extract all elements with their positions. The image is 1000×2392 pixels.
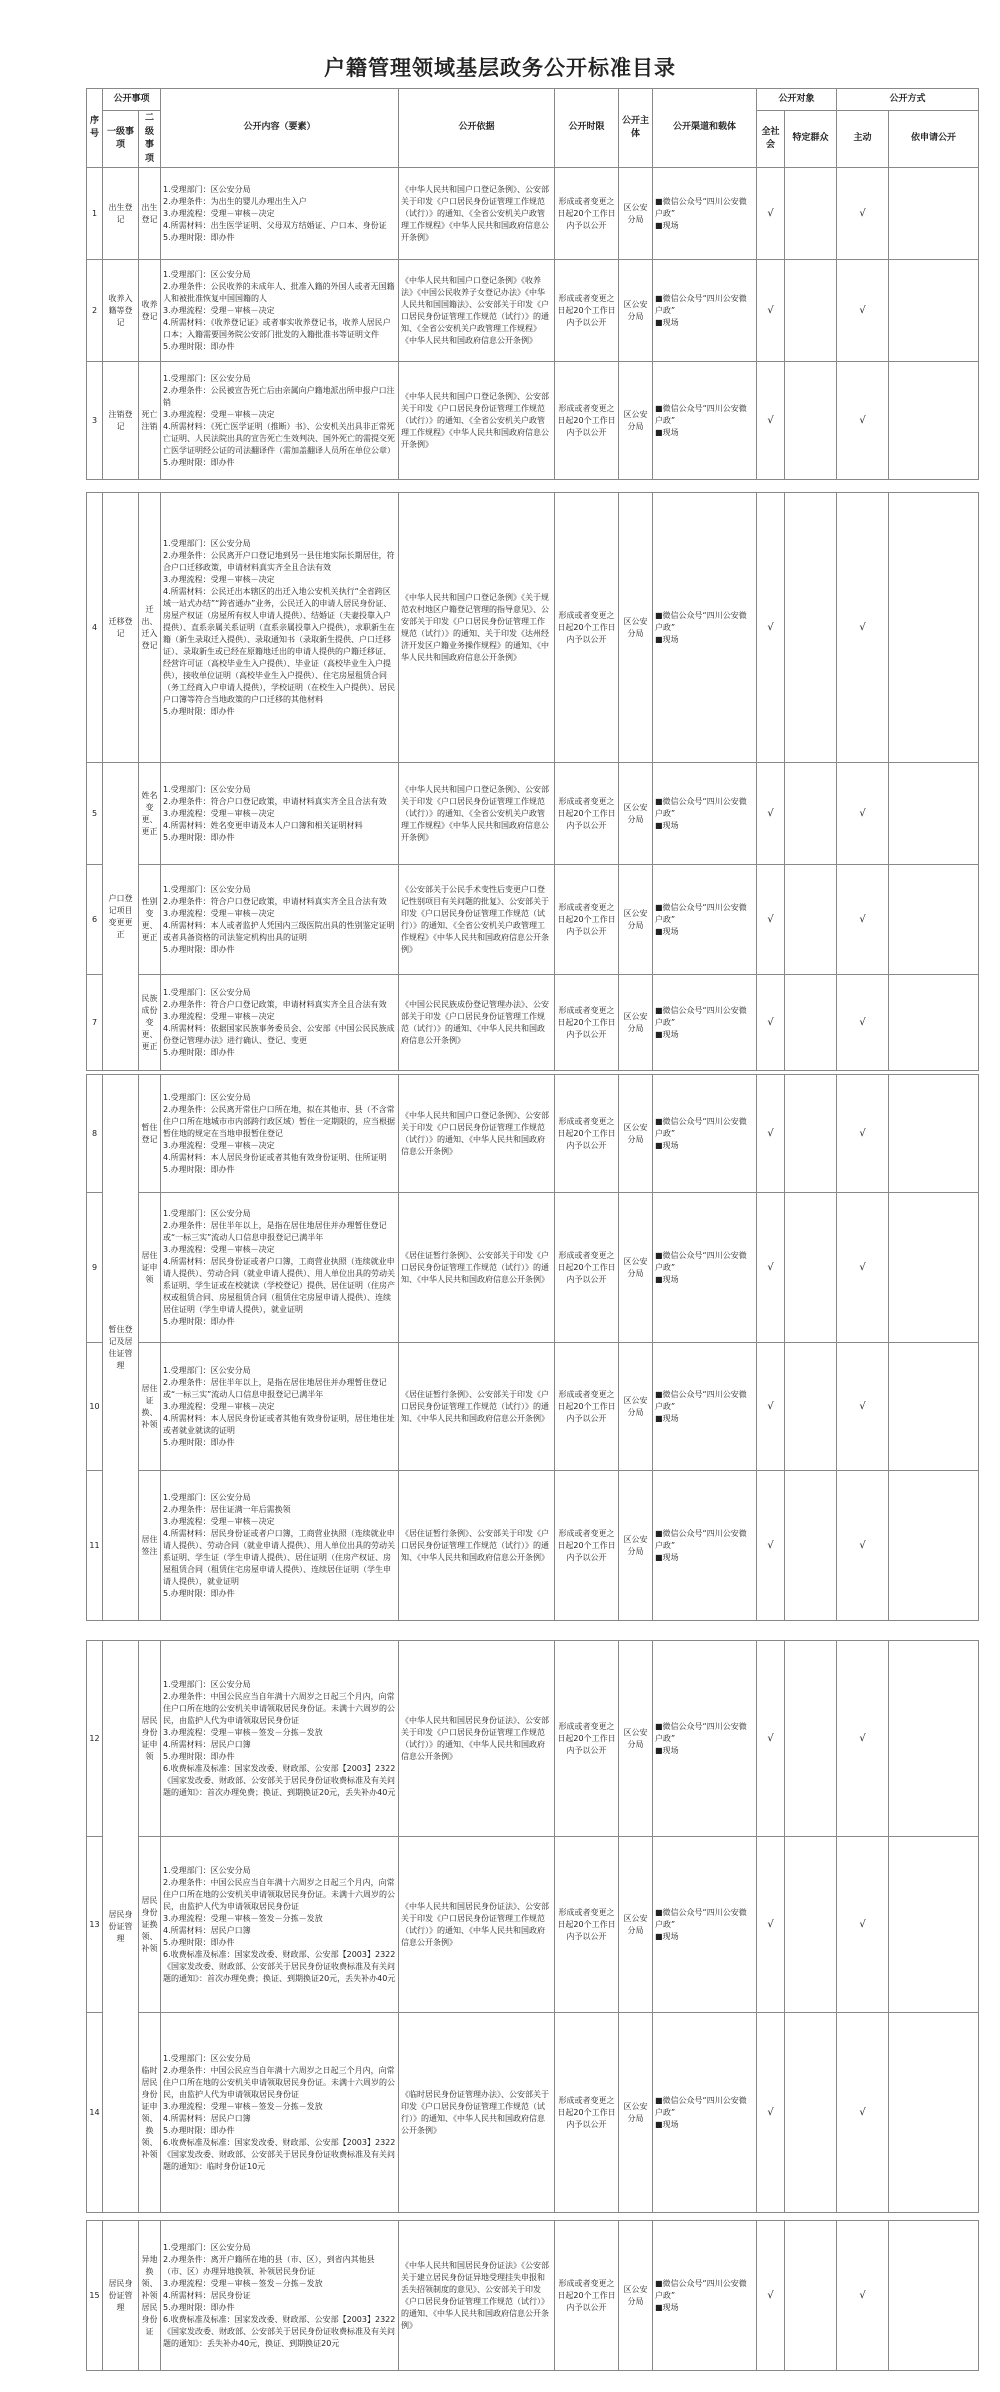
specific-check [785,260,837,362]
level2-item: 收养登记 [139,260,161,362]
level2-item: 居民身份证申领 [139,1641,161,1837]
level2-item: 暂住登记 [139,1075,161,1193]
all-society-check: √ [757,1343,785,1471]
active-check: √ [837,1641,889,1837]
on-request-check [889,763,979,865]
all-society-check: √ [757,2221,785,2371]
channel-cell: ■微信公众号“四川公安微户政” ■现场 [653,362,757,480]
time-cell: 形成或者变更之日起20个工作日内予以公开 [555,1641,619,1837]
header-items: 公开事项 [103,89,161,111]
level2-item: 姓名变更、更正 [139,763,161,865]
catalog-table [86,88,979,480]
table-row [87,1641,979,1837]
subject-cell: 区公安分局 [619,2013,653,2213]
specific-check [785,1343,837,1471]
active-check: √ [837,1193,889,1343]
content-cell: 1.受理部门：区公安分局 2.办理条件：中国公民应当自年满十六周岁之日起三个月内，向常住户口所在地的公安机关申请领取居民身份证。未满十六周岁的公民，由监护人代为申请领取居民身份证 3.办理流程：受理－审核－签发－分拣－发放 4.所需材料：居民户口簿 5.办理时限：即办件 6.收费标准及标准：国家发改委、财政部、公安部【2003】2322《国家发改委、财政部、公安部关于居民身份证收费标准及有关问题的通知》：首次办理免费；换证、到期换证20元，丢失补办40元 [161,1837,399,2013]
content-cell: 1.受理部门：区公安分局 2.办理条件：中国公民应当自年满十六周岁之日起三个月内，向常住户口所在地的公安机关申请领取居民身份证。未满十六周岁的公民，由监护人代为申请领取居民身份证 3.办理流程：受理－审核－签发－分拣－发放 4.所需材料：居民户口簿 5.办理时限：即办件 6.收费标准及标准：国家发改委、财政部、公安部【2003】2322《国家发改委、财政部、公安部关于居民身份证收费标准及有关问题的通知》：首次办理免费；换证、到期换证20元，丢失补办40元 [161,1641,399,1837]
level2-item: 性别变更、更正 [139,865,161,975]
table-row [87,493,979,763]
channel-cell: ■微信公众号“四川公安微户政” ■现场 [653,260,757,362]
specific-check [785,2221,837,2371]
subject-cell: 区公安分局 [619,763,653,865]
channel-cell: ■微信公众号“四川公安微户政” ■现场 [653,1343,757,1471]
page-title: 户籍管理领域基层政务公开标准目录 [324,55,676,80]
basis-cell: 《临时居民身份证管理办法》、公安部关于印发《户口居民身份证管理工作规范（试行）》的通知、《中华人民共和国政府信息公开条例》 [399,2013,555,2213]
all-society-check: √ [757,1837,785,2013]
basis-cell: 《居住证暂行条例》、公安部关于印发《户口居民身份证管理工作规范（试行）》的通知、《中华人民共和国政府信息公开条例》 [399,1193,555,1343]
level2-item: 居住签注 [139,1471,161,1621]
active-check: √ [837,2013,889,2213]
subject-cell: 区公安分局 [619,1343,653,1471]
on-request-check [889,1837,979,2013]
active-check: √ [837,362,889,480]
subject-cell: 区公安分局 [619,865,653,975]
on-request-check [889,1471,979,1621]
content-cell: 1.受理部门：区公安分局 2.办理条件：公民收养的未成年人、批准入籍的外国人或者无国籍人和被批准恢复中国国籍的人 3.办理流程：受理－审核－决定 4.所需材料：《收养登记证》或者事实收养登记书，收养人居民户口本；入籍需要国务院公安部门批发的入籍批准书等证明文件 5.办理时限：即办件 [161,260,399,362]
all-society-check: √ [757,975,785,1071]
row-number: 1 [87,168,103,260]
basis-cell: 《中国公民民族成份登记管理办法》、公安部关于印发《户口居民身份证管理工作规范（试行）》的通知、《中华人民共和国政府信息公开条例》 [399,975,555,1071]
time-cell: 形成或者变更之日起20个工作日内予以公开 [555,1193,619,1343]
level1-item: 迁移登记 [103,493,139,763]
basis-cell: 《中华人民共和国居民身份证法》、公安部关于印发《户口居民身份证管理工作规范（试行）》的通知、《中华人民共和国政府信息公开条例》 [399,1837,555,2013]
header-on-request: 依申请公开 [889,111,979,168]
all-society-check: √ [757,865,785,975]
row-number: 9 [87,1193,103,1343]
subject-cell: 区公安分局 [619,1837,653,2013]
content-cell: 1.受理部门：区公安分局 2.办理条件：中国公民应当自年满十六周岁之日起三个月内，向常住户口所在地的公安机关申请领取居民身份证。未满十六周岁的公民，由监护人代为申请领取居民身份证 3.办理流程：受理－审核－签发－分拣－发放 4.所需材料：居民户口簿 5.办理时限：即办件 6.收费标准及标准：国家发改委、财政部、公安部【2003】2322《国家发改委、财政部、公安部关于居民身份证收费标准及有关问题的通知》：临时身份证10元 [161,2013,399,2213]
table-row [87,2013,979,2213]
table-row [87,975,979,1071]
channel-cell: ■微信公众号“四川公安微户政” ■现场 [653,1193,757,1343]
content-cell: 1.受理部门：区公安分局 2.办理条件：公民离开户口登记地到另一县住地实际长期居住，符合户口迁移政策，申请材料真实齐全且合法有效 3.办理流程：受理－审核－决定 4.所需材料：公民迁出本辖区的出迁入地公安机关执行“全省跨区域一站式办结”“跨省通办”业务，公民迁入的申请人居民身份证、房屋产权证（房屋所有权人申请人提供）、结婚证（夫妻投靠入户提供）、直系亲属关系证明（直系亲属投靠入户提供），求职新生在籍（新生录取迁入提供）、录取通知书（录取新生提供、户口迁移证）、录取新生或已经在原籍地迁出的申请人提供的户籍迁移证、经营许可证（高校毕业生入户提供）、毕业证（高校毕业生入户提供），接收单位证明（高校毕业生入户提供）、住宅房屋租赁合同（务工经商入户申请人提供），学校证明（在校生入户提供）、居民户口簿等符合当地政策的户口迁移的其他材料 5.办理时限：即办件 [161,493,399,763]
channel-cell: ■微信公众号“四川公安微户政” ■现场 [653,865,757,975]
channel-cell: ■微信公众号“四川公安微户政” ■现场 [653,2221,757,2371]
level2-item: 居住证申领 [139,1193,161,1343]
specific-check [785,362,837,480]
level1-item: 收养入籍等登记 [103,260,139,362]
all-society-check: √ [757,2013,785,2213]
table-row [87,763,979,865]
header-level1: 一级事项 [103,111,139,168]
content-cell: 1.受理部门：区公安分局 2.办理条件：符合户口登记政策，申请材料真实齐全且合法有效 3.办理流程：受理－审核－决定 4.所需材料：依据国家民族事务委员会、公安部《中国公民民族成份登记管理办法》进行确认、登记、变更 5.办理时限：即办件 [161,975,399,1071]
subject-cell: 区公安分局 [619,1641,653,1837]
time-cell: 形成或者变更之日起20个工作日内予以公开 [555,493,619,763]
row-number: 3 [87,362,103,480]
row-number: 7 [87,975,103,1071]
specific-check [785,975,837,1071]
subject-cell: 区公安分局 [619,1075,653,1193]
basis-cell: 《居住证暂行条例》、公安部关于印发《户口居民身份证管理工作规范（试行）》的通知、《中华人民共和国政府信息公开条例》 [399,1471,555,1621]
specific-check [785,168,837,260]
channel-cell: ■微信公众号“四川公安微户政” ■现场 [653,2013,757,2213]
content-cell: 1.受理部门：区公安分局 2.办理条件：公民离开常住户口所在地，拟在其他市、县（不含常住户口所在地城市市内部跨行政区域）暂住一定期限的，应当根据暂住地的规定在当地申报暂住登记 3.办理流程：受理－审核－决定 4.所需材料：本人居民身份证或者其他有效身份证明、住所证明 5.办理时限：即办件 [161,1075,399,1193]
basis-cell: 《中华人民共和国户口登记条例》、公安部关于印发《户口居民身份证管理工作规范（试行）》的通知、《全省公安机关户政管理工作规程》《中华人民共和国政府信息公开条例》 [399,362,555,480]
on-request-check [889,1193,979,1343]
subject-cell: 区公安分局 [619,1193,653,1343]
content-cell: 1.受理部门：区公安分局 2.办理条件：为出生的婴儿办理出生入户 3.办理流程：受理－审核－决定 4.所需材料：出生医学证明、父母双方结婚证、户口本、身份证 5.办理时限：即办件 [161,168,399,260]
header-active: 主动 [837,111,889,168]
on-request-check [889,362,979,480]
on-request-check [889,865,979,975]
level1-item: 出生登记 [103,168,139,260]
catalog-table [86,492,979,1071]
table-row [87,1837,979,2013]
channel-cell: ■微信公众号“四川公安微户政” ■现场 [653,975,757,1071]
header-target: 公开对象 [757,89,837,111]
content-cell: 1.受理部门：区公安分局 2.办理条件：符合户口登记政策，申请材料真实齐全且合法有效 3.办理流程：受理－审核－决定 4.所需材料：姓名变更申请及本人户口簿和相关证明材料 5.办理时限：即办件 [161,763,399,865]
basis-cell: 《居住证暂行条例》、公安部关于印发《户口居民身份证管理工作规范（试行）》的通知、《中华人民共和国政府信息公开条例》 [399,1343,555,1471]
time-cell: 形成或者变更之日起20个工作日内予以公开 [555,1471,619,1621]
active-check: √ [837,1471,889,1621]
row-number: 11 [87,1471,103,1621]
all-society-check: √ [757,1075,785,1193]
content-cell: 1.受理部门：区公安分局 2.办理条件：公民被宣告死亡后由亲属向户籍地派出所申报户口注销 3.办理流程：受理－审核－决定 4.所需材料：《死亡医学证明（推断）书》、公安机关出具非正常死亡证明、人民法院出具的宣告死亡生效判决、国外死亡的需提交死亡医学证明经公证的司法翻译件（需加盖翻译人员所在单位公章） 5.办理时限：即办件 [161,362,399,480]
time-cell: 形成或者变更之日起20个工作日内予以公开 [555,2221,619,2371]
level1-item: 暂住登记及居住证管理 [103,1075,139,1621]
time-cell: 形成或者变更之日起20个工作日内予以公开 [555,1075,619,1193]
on-request-check [889,493,979,763]
time-cell: 形成或者变更之日起20个工作日内予以公开 [555,2013,619,2213]
header-level2: 二级事项 [139,111,161,168]
table-row [87,168,979,260]
channel-cell: ■微信公众号“四川公安微户政” ■现场 [653,1837,757,2013]
table-row [87,865,979,975]
header-all-society: 全社会 [757,111,785,168]
channel-cell: ■微信公众号“四川公安微户政” ■现场 [653,1471,757,1621]
on-request-check [889,1641,979,1837]
time-cell: 形成或者变更之日起20个工作日内予以公开 [555,865,619,975]
channel-cell: ■微信公众号“四川公安微户政” ■现场 [653,1641,757,1837]
all-society-check: √ [757,763,785,865]
specific-check [785,1641,837,1837]
header-seq: 序号 [87,89,103,168]
subject-cell: 区公安分局 [619,362,653,480]
active-check: √ [837,865,889,975]
header-mode: 公开方式 [837,89,979,111]
content-cell: 1.受理部门：区公安分局 2.办理条件：离开户籍所在地的县（市、区），到省内其他县（市、区）办理异地换领、补领居民身份证 3.办理流程：受理－审核－签发－分拣－发放 4.所需材料：居民身份证 5.办理时限：即办件 6.收费标准及标准：国家发改委、财政部、公安部【2003】2322《国家发改委、财政部、公安部关于居民身份证收费标准及有关问题的通知》：丢失补办40元，换证、到期换证20元 [161,2221,399,2371]
table-row [87,1343,979,1471]
header-channel: 公开渠道和载体 [653,89,757,168]
row-number: 15 [87,2221,103,2371]
all-society-check: √ [757,1471,785,1621]
subject-cell: 区公安分局 [619,168,653,260]
header-basis: 公开依据 [399,89,555,168]
time-cell: 形成或者变更之日起20个工作日内予以公开 [555,260,619,362]
table-row [87,260,979,362]
time-cell: 形成或者变更之日起20个工作日内予以公开 [555,168,619,260]
time-cell: 形成或者变更之日起20个工作日内予以公开 [555,1837,619,2013]
level2-item: 迁出、迁入登记 [139,493,161,763]
row-number: 4 [87,493,103,763]
subject-cell: 区公安分局 [619,260,653,362]
basis-cell: 《中华人民共和国居民身份证法》、公安部关于印发《户口居民身份证管理工作规范（试行）》的通知、《中华人民共和国政府信息公开条例》 [399,1641,555,1837]
active-check: √ [837,1837,889,2013]
specific-check [785,763,837,865]
basis-cell: 《中华人民共和国户口登记条例》、公安部关于印发《户口居民身份证管理工作规范（试行）》的通知、《全省公安机关户政管理工作规程》《中华人民共和国政府信息公开条例》 [399,168,555,260]
all-society-check: √ [757,168,785,260]
all-society-check: √ [757,260,785,362]
time-cell: 形成或者变更之日起20个工作日内予以公开 [555,763,619,865]
level2-item: 居住证换、补领 [139,1343,161,1471]
on-request-check [889,1343,979,1471]
specific-check [785,493,837,763]
table-row [87,2221,979,2371]
content-cell: 1.受理部门：区公安分局 2.办理条件：符合户口登记政策，申请材料真实齐全且合法有效 3.办理流程：受理－审核－决定 4.所需材料：本人或者监护人凭国内三级医院出具的性别鉴定证明或者具备资格的司法鉴定机构出具的证明 5.办理时限：即办件 [161,865,399,975]
channel-cell: ■微信公众号“四川公安微户政” ■现场 [653,493,757,763]
level1-item: 居民身份证管理 [103,2221,139,2371]
basis-cell: 《中华人民共和国户口登记条例》《收养法》《中国公民收养子女登记办法》《中华人民共和国国籍法》、公安部关于印发《户口居民身份证管理工作规范（试行）》的通知、《全省公安机关户政管理工作规程》《中华人民共和国政府信息公开条例》 [399,260,555,362]
header-specific: 特定群众 [785,111,837,168]
header-content: 公开内容（要素） [161,89,399,168]
specific-check [785,1193,837,1343]
level1-item: 户口登记项目变更更正 [103,763,139,1071]
subject-cell: 区公安分局 [619,975,653,1071]
subject-cell: 区公安分局 [619,493,653,763]
active-check: √ [837,260,889,362]
time-cell: 形成或者变更之日起20个工作日内予以公开 [555,362,619,480]
row-number: 8 [87,1075,103,1193]
specific-check [785,1471,837,1621]
basis-cell: 《中华人民共和国居民身份证法》《公安部关于建立居民身份证异地受理挂失申报和丢失招领制度的意见》、公安部关于印发《户口居民身份证管理工作规范（试行）》的通知、《中华人民共和国政府信息公开条例》 [399,2221,555,2371]
specific-check [785,1075,837,1193]
active-check: √ [837,1075,889,1193]
content-cell: 1.受理部门：区公安分局 2.办理条件：居住证满一年后需换领 3.办理流程：受理－审核－决定 4.所需材料：居民身份证或者户口簿，工商营业执照（连续就业申请人提供）、劳动合同（就业申请人提供）、用人单位出具的劳动关系证明、学生证（学生申请人提供）、居住证明（住房产权证、房屋租赁合同（租赁住宅房屋申请人提供）、连续居住证明（学生申请人提供），就业证明 5.办理时限：即办件 [161,1471,399,1621]
specific-check [785,1837,837,2013]
content-cell: 1.受理部门：区公安分局 2.办理条件：居住半年以上，是指在居住地居住并办理暂住登记或“一标三实”流动人口信息申报登记已满半年 3.办理流程：受理－审核－决定 4.所需材料：本人居民身份证或者其他有效身份证明，居住地住址或者就业就读的证明 5.办理时限：即办件 [161,1343,399,1471]
active-check: √ [837,2221,889,2371]
row-number: 5 [87,763,103,865]
level1-item: 居民身份证管理 [103,1641,139,2213]
active-check: √ [837,493,889,763]
table-row [87,1471,979,1621]
on-request-check [889,260,979,362]
basis-cell: 《中华人民共和国户口登记条例》、公安部关于印发《户口居民身份证管理工作规范（试行）》的通知、《全省公安机关户政管理工作规程》《中华人民共和国政府信息公开条例》 [399,763,555,865]
row-number: 2 [87,260,103,362]
specific-check [785,865,837,975]
table-row [87,1193,979,1343]
channel-cell: ■微信公众号“四川公安微户政” ■现场 [653,763,757,865]
on-request-check [889,168,979,260]
subject-cell: 区公安分局 [619,1471,653,1621]
time-cell: 形成或者变更之日起20个工作日内予以公开 [555,1343,619,1471]
level2-item: 民族成份变更、更正 [139,975,161,1071]
row-number: 6 [87,865,103,975]
table-row [87,1075,979,1193]
content-cell: 1.受理部门：区公安分局 2.办理条件：居住半年以上，是指在居住地居住并办理暂住登记或“一标三实”流动人口信息申报登记已满半年 3.办理流程：受理－审核－决定 4.所需材料：居民身份证或者户口簿，工商营业执照（连续就业申请人提供）、劳动合同（就业申请人提供）、用人单位出具的劳动关系证明、学生证或在校就读（学校登记）提供、居住证明（住房产权或租赁合同、房屋租赁合同（租赁住宅房屋申请人提供）、连续居住证明（学生申请人提供），就业证明 5.办理时限：即办件 [161,1193,399,1343]
specific-check [785,2013,837,2213]
level2-item: 出生登记 [139,168,161,260]
row-number: 13 [87,1837,103,2013]
on-request-check [889,2013,979,2213]
table-row [87,362,979,480]
channel-cell: ■微信公众号“四川公安微户政” ■现场 [653,168,757,260]
header-subject: 公开主体 [619,89,653,168]
all-society-check: √ [757,1641,785,1837]
level1-item: 注销登记 [103,362,139,480]
all-society-check: √ [757,493,785,763]
basis-cell: 《公安部关于公民手术变性后变更户口登记性别项目有关问题的批复》、公安部关于印发《户口居民身份证管理工作规范（试行）》的通知、《全省公安机关户政管理工作规程》《中华人民共和国政府信息公开条例》 [399,865,555,975]
level2-item: 临时居民身份证申领、换领、补领 [139,2013,161,2213]
all-society-check: √ [757,1193,785,1343]
on-request-check [889,1075,979,1193]
level2-item: 居民身份证换领、补领 [139,1837,161,2013]
time-cell: 形成或者变更之日起20个工作日内予以公开 [555,975,619,1071]
level2-item: 异地换领、补领居民身份证 [139,2221,161,2371]
on-request-check [889,975,979,1071]
active-check: √ [837,975,889,1071]
active-check: √ [837,168,889,260]
header-time: 公开时限 [555,89,619,168]
on-request-check [889,2221,979,2371]
basis-cell: 《中华人民共和国户口登记条例》《关于规范农村地区户籍登记管理的指导意见》、公安部关于印发《户口居民身份证管理工作规范（试行）》的通知、关于印发《达州经济开发区户籍业务操作规程》的通知、《中华人民共和国政府信息公开条例》 [399,493,555,763]
active-check: √ [837,1343,889,1471]
catalog-table [86,2220,979,2371]
row-number: 10 [87,1343,103,1471]
subject-cell: 区公安分局 [619,2221,653,2371]
row-number: 14 [87,2013,103,2213]
active-check: √ [837,763,889,865]
catalog-table [86,1640,979,2213]
channel-cell: ■微信公众号“四川公安微户政” ■现场 [653,1075,757,1193]
level2-item: 死亡注销 [139,362,161,480]
row-number: 12 [87,1641,103,1837]
basis-cell: 《中华人民共和国户口登记条例》、公安部关于印发《户口居民身份证管理工作规范（试行）》的通知、《中华人民共和国政府信息公开条例》 [399,1075,555,1193]
all-society-check: √ [757,362,785,480]
catalog-table [86,1074,979,1621]
